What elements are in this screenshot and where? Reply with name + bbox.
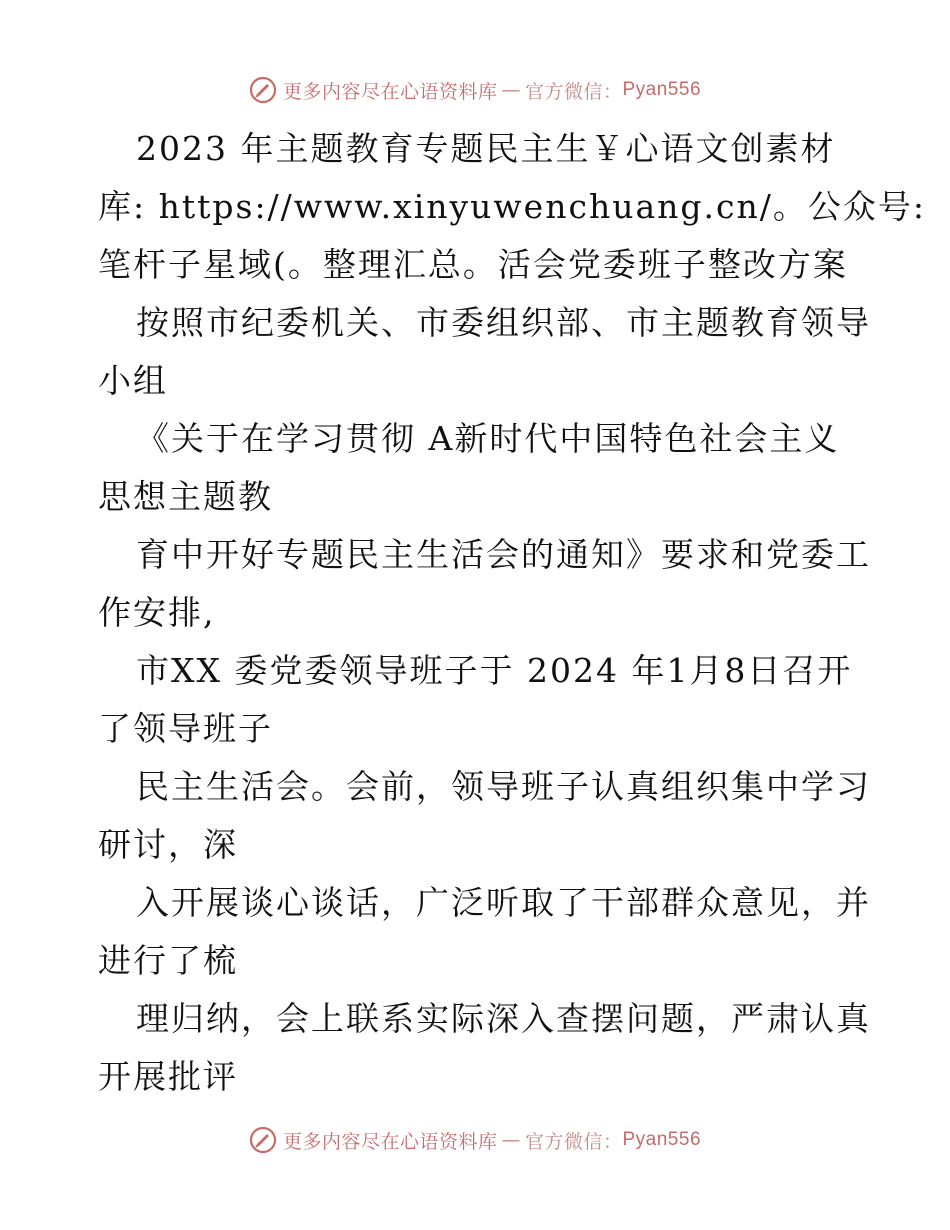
- text-line: 按照市纪委机关、市委组织部、市主题教育领导: [136, 303, 871, 342]
- text-line: 作安排,: [98, 593, 216, 632]
- banner-separator: —: [501, 79, 521, 101]
- text-line: 了领导班子: [98, 709, 273, 748]
- header-banner: [0, 70, 950, 110]
- banner-handle: Pyan556: [622, 1129, 702, 1150]
- text-line: 理归纳，会上联系实际深入查摆问题，严肃认真: [136, 999, 871, 1038]
- text-line: 库: https://www.xinyuwenchuang.cn/。公众号:: [98, 187, 926, 226]
- banner-separator: —: [501, 1129, 521, 1151]
- banner-brand-text: 更多内容尽在心语资料库: [282, 1130, 498, 1153]
- brand-logo-icon: [249, 1126, 277, 1154]
- footer-banner: [0, 1120, 950, 1160]
- text-line: 小组: [98, 361, 168, 400]
- text-line: 市XX 委党委领导班子于 2024 年1月8日召开: [136, 651, 853, 690]
- text-line: 育中开好专题民主生活会的通知》要求和党委工: [136, 535, 871, 574]
- text-line: 研讨，深: [98, 825, 238, 864]
- text-line: 笔杆子星域(。整理汇总。活会党委班子整改方案: [98, 245, 848, 284]
- text-line: 进行了梳: [98, 941, 238, 980]
- banner-official-label: 官方微信：: [524, 80, 623, 103]
- text-line: 思想主题教: [98, 477, 273, 516]
- banner-handle: Pyan556: [622, 79, 702, 100]
- banner-brand-text: 更多内容尽在心语资料库: [282, 80, 498, 103]
- text-line: 民主生活会。会前，领导班子认真组织集中学习: [136, 767, 871, 806]
- text-line: 入开展谈心谈话，广泛听取了干部群众意见，并: [136, 883, 871, 922]
- document-body: [98, 120, 926, 1106]
- brand-logo-icon: [249, 76, 277, 104]
- text-line: 《关于在学习贯彻 A新时代中国特色社会主义: [136, 419, 840, 458]
- text-line: 开展批评: [98, 1057, 238, 1096]
- text-line: 2023 年主题教育专题民主生￥心语文创素材: [136, 129, 836, 168]
- banner-official-label: 官方微信：: [524, 1130, 623, 1153]
